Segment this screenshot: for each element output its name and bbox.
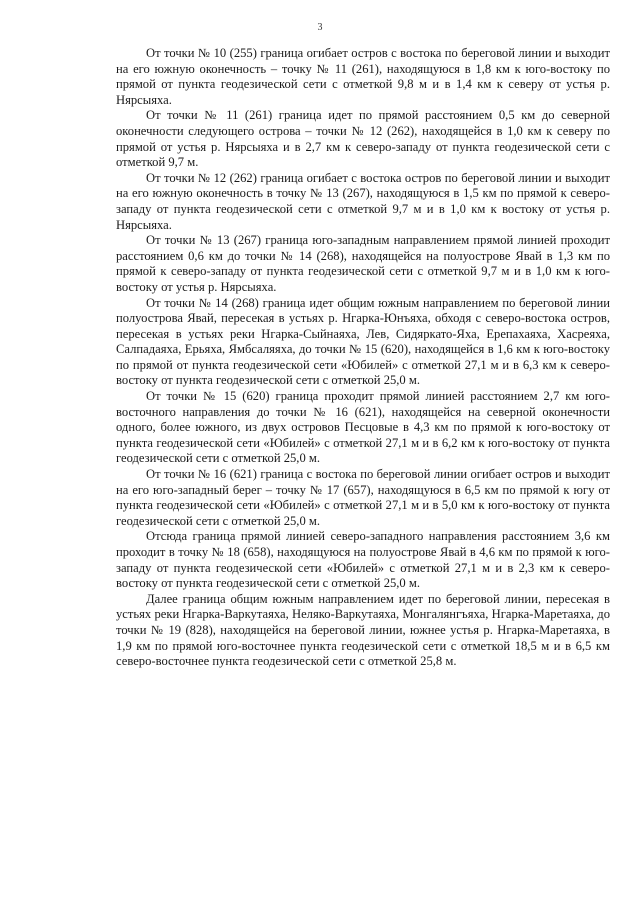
paragraph-point-12: От точки № 12 (262) граница огибает с востока остров по береговой линии и выходит на его южную оконечность в точку № 13 (267), находящуюся в 1,5 км по прямой к северо-западу от пункта геодезической сети с отметкой 9,7 м и в 1,0 км к востоку от устья р. Нярсыяха. (116, 170, 610, 232)
paragraph-point-18: Далее граница общим южным направлением идет по береговой линии, пересекая в устьях реки Нгарка-Варкутаяха, Неляко-Варкутаяха, Монгалянгъяха, Нгарка-Маретаяха, до точки № 19 (828), находящейся на береговой линии, южнее устья р. Нгарка-Маретаяха, в 1,9 км по прямой юго-восточнее пункта геодезической сети с отметкой 18,5 м и в 6,5 км северо-восточнее пункта геодезической сети с отметкой 25,8 м. (116, 591, 610, 669)
paragraph-point-10: От точки № 10 (255) граница огибает остров с востока по береговой линии и выходит на его южную оконечность – точку № 11 (261), находящуюся в 1,8 км к юго-востоку по прямой от пункта геодезической сети с отметкой 9,8 м и в 1,4 км к северу от устья р. Нярсыяха. (116, 46, 610, 107)
paragraph-point-16: От точки № 16 (621) граница с востока по береговой линии огибает остров и выходит на его юго-западный берег – точку № 17 (657), находящуюся в 6,5 км по прямой к югу от пункта геодезической сети «Юбилей» с отметкой 27,1 м и в 5,0 км к юго-востоку от пункта геодезической сети с отметкой 25,0 м. (116, 467, 610, 528)
paragraph-point-11: От точки № 11 (261) граница идет по прямой расстоянием 0,5 км до северной оконечности следующего острова – точки № 12 (262), находящейся в 1,0 км к северу по прямой от устья р. Нярсыяха и в 2,7 км к северо-западу от пункта геодезической сети с отметкой 9,7 м. (116, 108, 610, 170)
document-body (116, 46, 610, 670)
paragraph-point-14: От точки № 14 (268) граница идет общим южным направлением по береговой линии полуострова Явай, пересекая в устьях р. Нгарка-Юнъяха, обходя с северо-востока остров, пересекая в устьях реки Нгарка-Сыйнаяха, Лев, Сидяркато-Яха, Ерепахаяха, Хасреяха, Салпадаяха, Ерьяха, Ямбсаляяха, до точки № 15 (620), находящейся в 1,6 км к юго-востоку по прямой от пункта геодезической сети «Юбилей» с отметкой 27,1 м и в 6,3 км к северо-востоку от пункта геодезической сети с отметкой 25,0 м. (116, 295, 610, 388)
page-number: 3 (317, 22, 323, 33)
paragraph-point-13: От точки № 13 (267) граница юго-западным направлением прямой линией проходит расстоянием 0,6 км до точки № 14 (268), находящейся на полуострове Явай в 1,3 км по прямой к северо-западу от пункта геодезической сети с отметкой 9,7 м и в 1,0 км к юго-востоку от устья р. Нярсыяха. (116, 233, 610, 294)
paragraph-point-15: От точки № 15 (620) граница проходит прямой линией расстоянием 2,7 км юго-восточного направления до точки № 16 (621), находящейся на северной оконечности одного, более южного, из двух островов Песцовые в 4,3 км по прямой к юго-востоку от пункта геодезической сети «Юбилей» с отметкой 27,1 м и в 6,2 км к юго-востоку от пункта геодезической сети с отметкой 25,0 м. (116, 389, 610, 466)
paragraph-point-17: Отсюда граница прямой линией северо-западного направления расстоянием 3,6 км проходит в точку № 18 (658), находящуюся на полуострове Явай в 4,6 км по прямой к юго-западу от пункта геодезической сети «Юбилей» с отметкой 27,1 м и в 2,3 км к северо-востоку от пункта геодезической сети с отметкой 25,0 м. (116, 529, 610, 591)
